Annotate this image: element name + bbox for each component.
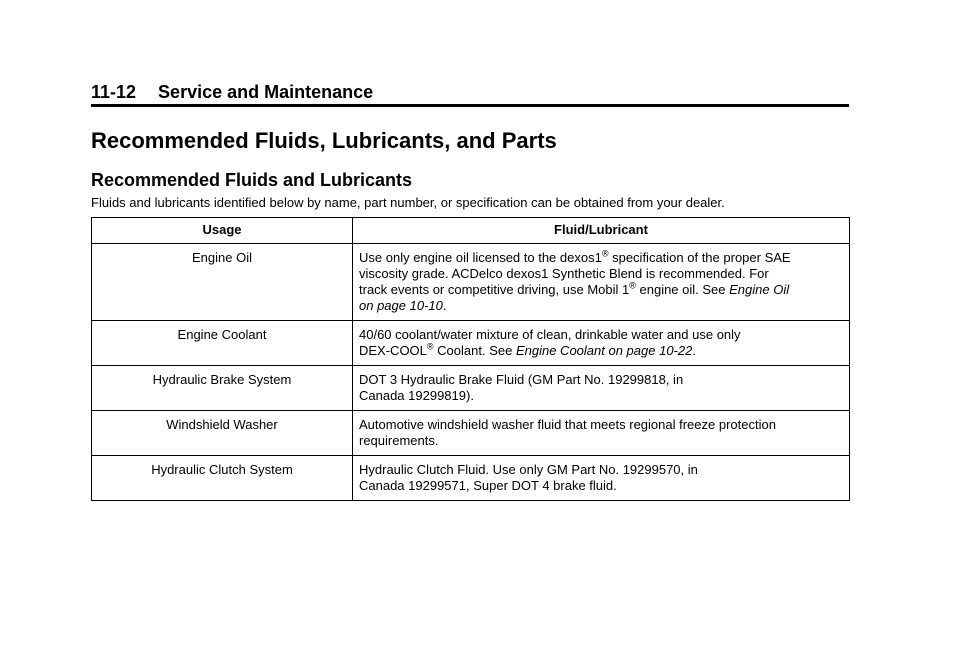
cross-reference-link[interactable]: on page 10-10 — [359, 298, 443, 313]
usage-cell: Hydraulic Brake System — [92, 366, 353, 411]
usage-cell: Engine Oil — [92, 244, 353, 321]
table-row — [92, 456, 850, 501]
fluid-text: requirements. — [359, 433, 439, 448]
fluid-text: Canada 19299571, Super DOT 4 brake fluid. — [359, 478, 617, 493]
fluid-cell — [353, 456, 850, 501]
fluid-text: 40/60 coolant/water mixture of clean, drinkable water and use only — [359, 327, 741, 342]
fluid-text: track events or competitive driving, use Mobil 1 — [359, 282, 630, 297]
fluid-text: viscosity grade. ACDelco dexos1 Synthetic Blend is recommended. For — [359, 266, 769, 281]
fluid-cell — [353, 411, 850, 456]
page-header — [91, 82, 849, 108]
table-row — [92, 366, 850, 411]
fluid-text: Hydraulic Clutch Fluid. Use only GM Part No. 19299570, in — [359, 462, 698, 477]
fluid-text: Canada 19299819). — [359, 388, 474, 403]
fluid-text: DOT 3 Hydraulic Brake Fluid (GM Part No. 19299818, in — [359, 372, 684, 387]
cross-reference-link[interactable]: Engine Oil — [729, 282, 790, 297]
column-header-fluid: Fluid/Lubricant — [353, 218, 850, 244]
table-row — [92, 321, 850, 366]
registered-mark: ® — [629, 280, 636, 291]
registered-mark: ® — [426, 341, 434, 352]
table-row — [92, 244, 850, 321]
cross-reference-link[interactable]: Engine Coolant on page 10-22 — [515, 343, 693, 358]
fluid-cell — [353, 244, 850, 321]
usage-cell: Hydraulic Clutch System — [92, 456, 353, 501]
page-number: 11-12 — [91, 82, 137, 102]
fluid-text: engine oil. See — [639, 282, 726, 297]
fluid-cell — [353, 321, 850, 366]
fluid-cell — [353, 366, 850, 411]
page-title: Recommended Fluids, Lubricants, and Parts — [91, 128, 557, 153]
fluid-text: DEX-COOL — [359, 343, 427, 358]
header-rule — [91, 104, 849, 107]
section-title: Service and Maintenance — [158, 82, 374, 102]
fluid-text: Coolant. See — [437, 343, 513, 358]
page-header-text — [91, 82, 849, 102]
column-header-usage: Usage — [92, 218, 353, 244]
fluid-text: Automotive windshield washer fluid that meets regional freeze protection — [359, 417, 776, 432]
intro-paragraph: Fluids and lubricants identified below by name, part number, or specification can be obtained from your dealer. — [91, 195, 725, 210]
fluids-table — [91, 217, 850, 501]
table-header-row — [92, 218, 850, 244]
fluid-text: . — [442, 298, 447, 313]
usage-cell: Engine Coolant — [92, 321, 353, 366]
usage-cell: Windshield Washer — [92, 411, 353, 456]
fluid-text: Use only engine oil licensed to the dexos1 — [359, 250, 602, 265]
table-row — [92, 411, 850, 456]
registered-mark: ® — [601, 248, 609, 259]
section-subtitle: Recommended Fluids and Lubricants — [91, 170, 413, 190]
fluid-text: specification of the proper SAE — [612, 250, 791, 265]
fluid-text: . — [692, 343, 696, 358]
